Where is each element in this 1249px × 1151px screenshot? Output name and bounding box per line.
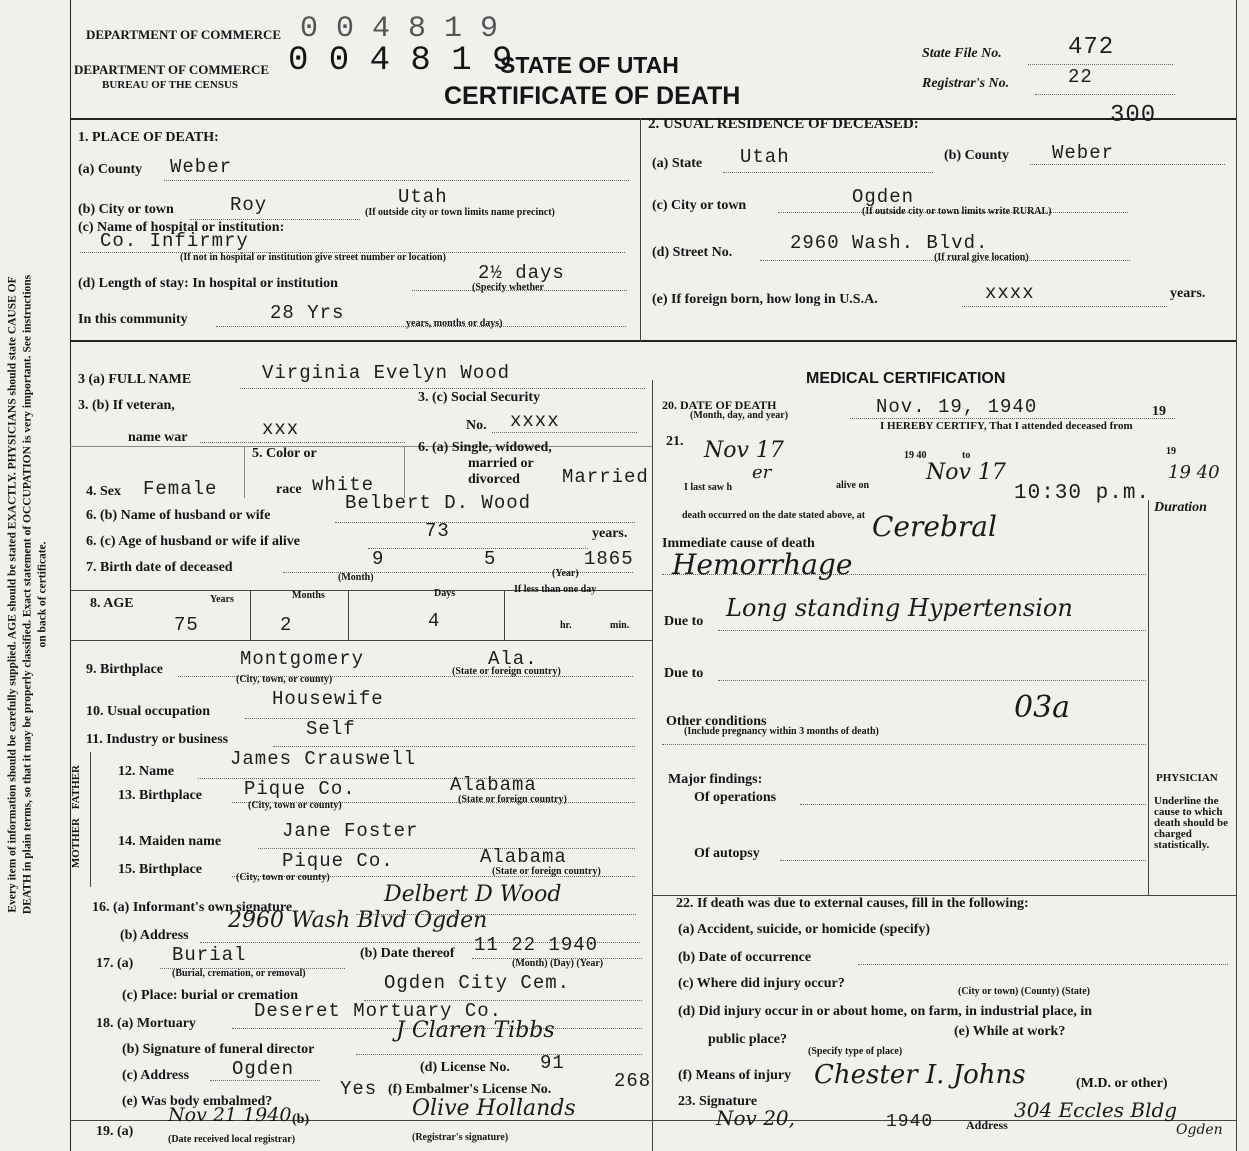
burial-place-label: (c) Place: burial or cremation [122,988,298,1003]
pod-stay-value: 2½ days [478,262,565,284]
father-name-value: James Crauswell [230,748,417,770]
due-to-line-2 [718,680,1146,681]
sex-label: 4. Sex [86,484,121,499]
death-date-label: 20. DATE OF DEATH [662,398,777,412]
cause-code: 03a [1014,690,1071,725]
age-months: 2 [280,614,293,636]
director-line [356,1054,642,1055]
birthplace-state: Ala. [488,648,538,670]
dept-top: DEPARTMENT OF COMMERCE [86,27,282,42]
top-right-number: 300 [1110,102,1157,129]
immediate-cause-value-2: Hemorrhage [672,548,853,581]
death-occurred-label: death occurred on the date stated above, at [682,510,866,521]
res-state-value: Utah [740,146,790,168]
underline-note: Underline the cause to which death should be charged statistically. [1154,795,1228,851]
ssn-value: xxxx [510,410,560,432]
informant-address-label: (b) Address [120,928,189,943]
certify-text: I HEREBY CERTIFY, That I attended deceased from [880,420,1133,432]
signature-label: 23. Signature [678,1094,758,1109]
res-county-line [1030,164,1225,165]
embalmer-label: (f) Embalmer's License No. [388,1082,552,1097]
years-label: Years [210,594,234,605]
alive-year: 19 40 [1168,462,1220,483]
mother-state-note: (State or foreign country) [492,866,601,877]
pod-county-value: Weber [170,156,233,178]
mortuary-label: 18. (a) Mortuary [96,1016,196,1031]
burial-date-label: (b) Date thereof [360,946,455,961]
major-findings-label: Major findings: [668,772,763,787]
mortuary-value: Deseret Mortuary Co. [254,1000,503,1022]
occupation-label: 10. Usual occupation [86,704,211,719]
industry-value: Self [306,718,356,740]
operations-label: Of operations [694,790,777,805]
registrar-label-19: 19. (a) [96,1124,134,1139]
res-foreign-value: xxxx [985,282,1035,304]
left-border [70,0,71,1151]
pod-community-value: 28 Yrs [270,302,345,324]
mortuary-address-value: Ogden [232,1058,295,1080]
res-state-label: (a) State [652,156,703,171]
last-saw-label: I last saw h [684,482,733,493]
mother-side-label: MOTHER [70,818,82,869]
father-birthplace-city: Pique Co. [244,778,356,800]
home-label: (d) Did injury occur in or about home, on farm, in industrial place, in [678,1004,1093,1019]
age-col-3 [504,590,505,640]
pod-hospital-note: (If not in hospital or institution give street number or location) [180,252,446,263]
director-label: (b) Signature of funeral director [122,1042,315,1057]
res-city-label: (c) City or town [652,198,747,213]
public-place-note: (Specify type of place) [808,1046,903,1057]
license-value: 91 [540,1052,565,1074]
signature-date: Nov 20, [716,1106,796,1130]
registrar-date-value: Nov 21 1940 [168,1104,292,1126]
registrar-b-label: (b) [292,1112,310,1127]
industry-line [273,746,635,747]
spouse-age-line [368,548,588,549]
informant-signature-label: 16. (a) Informant's own signature [92,900,293,915]
spouse-age-value: 73 [425,520,450,542]
pod-stay-note: (Specify whether [472,282,544,293]
where-label: (c) Where did injury occur? [678,976,845,991]
birth-date-label: 7. Birth date of deceased [86,560,233,575]
duration-divider [1148,500,1149,895]
spouse-age-label: 6. (c) Age of husband or wife if alive [86,534,301,549]
pod-city-label: (b) City or town [78,202,174,217]
due-to-label-1: Due to [664,614,704,629]
race-value: white [312,474,375,496]
age-days: 4 [428,610,441,632]
residence-title: 2. USUAL RESIDENCE OF DECEASED: [648,116,919,132]
burial-date-note: (Month) (Day) (Year) [512,958,604,969]
birthplace-city-note: (City, town, or county) [236,674,333,685]
registrar-label: Registrar's No. [922,76,1010,91]
means-label: (f) Means of injury [678,1068,792,1083]
registrar-date-note: (Date received local registrar) [168,1134,296,1145]
other-conditions-note: (Include pregnancy within 3 months of death) [684,726,879,737]
registrar-signature-note: (Registrar's signature) [412,1132,509,1143]
days-label: Days [434,588,456,599]
signature-city: Ogden [1176,1122,1223,1138]
pod-community-label: In this community [78,312,188,327]
mortuary-address-label: (c) Address [122,1068,190,1083]
mother-name-line [258,848,635,849]
spouse-line [335,522,635,523]
mother-birthplace-state: Alabama [480,846,567,868]
duration-label: Duration [1154,500,1207,515]
bureau-label: BUREAU OF THE CENSUS [102,79,239,91]
color-label: 5. Color or [252,446,317,461]
sex-value: Female [143,478,218,500]
state-title: STATE OF UTAH [500,52,679,78]
marital-label-1: 6. (a) Single, widowed, [418,440,552,455]
side-instructions-line-1: Every item of information should be carefully supplied. AGE should be stated EXACTLY. PHYSICIANS should state CAUSE OF [6,276,19,913]
embalmed-value: Yes [340,1078,378,1100]
mother-birthplace-label: 15. Birthplace [118,862,202,877]
marital-value: Married [562,466,649,488]
pod-stay-label: (d) Length of stay: In hospital or institution [78,276,338,291]
father-birthplace-state: Alabama [450,774,537,796]
res-street-value: 2960 Wash. Blvd. [790,232,989,254]
death-date-value: Nov. 19, 1940 [876,396,1038,418]
burial-label: 17. (a) [96,956,134,971]
father-state-note: (State or foreign country) [458,794,567,805]
occurrence-date-label: (b) Date of occurrence [678,950,812,965]
divider-top [640,118,641,342]
race-divider [404,446,405,498]
other-conditions-line [662,744,1146,745]
autopsy-label: Of autopsy [694,846,760,861]
registrar-signature-value: Olive Hollands [412,1096,576,1121]
full-name-line [240,388,645,389]
certify-num: 21. [666,434,684,449]
signature-value: Chester I. Johns [814,1060,1026,1090]
death-date-line [850,418,1175,419]
dept-label: DEPARTMENT OF COMMERCE [74,62,270,77]
min-label: min. [610,620,630,631]
res-county-label: (b) County [944,148,1009,163]
side-instructions-line-3: on back of certificate. [36,541,49,648]
due-to-label-2: Due to [664,666,704,681]
signature-address-value: 304 Eccles Bldg [1014,1098,1178,1122]
res-county-value: Weber [1052,142,1115,164]
cert-title: CERTIFICATE OF DEATH [444,82,741,110]
sex-divider [244,446,245,498]
other-conditions-label: Other conditions [666,714,767,729]
accident-label: (a) Accident, suicide, or homicide (specify) [678,922,931,937]
birthplace-label: 9. Birthplace [86,662,163,677]
birth-month: 9 [372,548,385,570]
embalmed-label: (e) Was body embalmed? [122,1094,273,1109]
race-label: race [276,482,302,497]
side-instructions-line-2: DEATH in plain terms, so that it may be properly classified. Exact statement of OCCUPATION is very important. See instructions [21,274,34,915]
war-value: xxx [262,418,300,440]
pod-hospital-value: Co. Infirmry [100,230,249,252]
age-col-1 [250,590,251,640]
cert-number: 0 0 4 8 1 9 [288,42,513,80]
father-city-note: (City, town or county) [248,800,342,811]
res-street-note: (If rural give location) [934,252,1029,263]
where-note: (City or town) (County) (State) [958,986,1091,997]
father-birthplace-label: 13. Birthplace [118,788,202,803]
divider-main [652,380,653,1151]
pod-hospital-label: (c) Name of hospital or institution: [78,220,285,235]
res-state-line [723,172,933,173]
place-of-death-title: 1. PLACE OF DEATH: [78,130,219,145]
immediate-cause-value-1: Cerebral [872,510,997,543]
father-name-label: 12. Name [118,764,174,779]
cert-number-top: 0 0 4 8 1 9 [300,12,499,46]
ssn-line [492,432,637,433]
age-label: 8. AGE [90,596,134,611]
registrar-value: 22 [1068,66,1093,88]
spouse-label: 6. (b) Name of husband or wife [86,508,271,523]
mother-name-label: 14. Maiden name [118,834,222,849]
birth-month-note: (Month) [338,572,374,583]
signature-address-label: Address [966,1118,1008,1132]
alive-label: alive on [836,480,870,491]
pod-city-value: Roy [230,194,268,216]
pod-city-note: (If outside city or town limits name precinct) [365,207,555,218]
md-label: (M.D. or other) [1076,1076,1168,1091]
state-file-line [1028,64,1173,65]
burial-date-value: 11 22 1940 [474,934,599,956]
burial-place-value: Ogden City Cem. [384,972,571,994]
mortuary-address-line [210,1080,320,1081]
director-value: J Claren Tibbs [396,1018,555,1043]
birthplace-city: Montgomery [240,648,365,670]
license-label: (d) License No. [420,1060,510,1075]
medical-title: MEDICAL CERTIFICATION [806,370,1006,387]
occurrence-date-line [858,964,1228,965]
rule-age-bottom [70,640,652,641]
less-than-day-label: If less than one day [514,584,597,595]
due-to-line-1 [718,630,1146,631]
parents-bracket [90,752,91,887]
birth-day: 5 [484,548,497,570]
ssn-label: 3. (c) Social Security [418,390,541,405]
last-saw-value: er [752,462,772,483]
rule-sex-top [70,446,652,447]
marital-label-3: divorced [468,472,520,487]
res-foreign-unit: years. [1170,286,1206,301]
mother-city-note: (City, town or county) [236,872,330,883]
section-rule-1 [70,340,1236,342]
res-street-label: (d) Street No. [652,245,733,260]
physician-label: PHYSICIAN [1156,772,1218,784]
mother-birthplace-city: Pique Co. [282,850,394,872]
signature-year: 1940 [886,1112,934,1132]
pod-community-note: years, months or days) [406,318,503,329]
hr-label: hr. [560,620,572,631]
external-title: 22. If death was due to external causes, fill in the following: [676,896,1029,911]
age-col-2 [348,590,349,640]
mother-name-value: Jane Foster [282,820,419,842]
burial-value: Burial [172,944,247,966]
death-date-note: (Month, day, and year) [690,410,789,421]
autopsy-line [780,860,1146,861]
war-line [200,442,405,443]
operations-line [800,804,1146,805]
death-date-suffix: 19 [1152,404,1166,419]
informant-address-value: 2960 Wash Blvd Ogden [228,908,488,933]
res-city-note: (If outside city or town limits write RURAL) [862,206,1052,217]
birthplace-state-note: (State or foreign country) [452,666,561,677]
father-side-label: FATHER [70,765,82,810]
alive-value: Nov 17 [926,460,1006,485]
side-instructions [6,95,51,1095]
death-time: 10:30 p.m. [1014,482,1151,505]
embalmer-value: 268 [614,1070,652,1092]
birth-year: 1865 [584,548,634,570]
marital-label-2: married or [468,456,534,471]
informant-signature-value: Delbert D Wood [384,882,562,907]
months-label: Months [292,590,325,601]
spouse-value: Belbert D. Wood [345,492,532,514]
occupation-value: Housewife [272,688,384,710]
occupation-line [245,718,635,719]
age-years: 75 [174,614,199,636]
attended-to-label: to [962,450,971,461]
birth-year-note: (Year) [552,568,579,579]
at-work-label: (e) While at work? [954,1024,1066,1039]
veteran-label: 3. (b) If veteran, [78,398,175,413]
due-to-value-1: Long standing Hypertension [726,594,1073,622]
spouse-age-unit: years. [592,526,628,541]
birth-date-line [283,572,633,573]
full-name-value: Virginia Evelyn Wood [262,362,511,384]
public-place-label: public place? [708,1032,787,1047]
res-city-value: Ogden [852,186,915,208]
registrar-line [1035,94,1175,95]
res-foreign-line [962,306,1167,307]
pod-county-label: (a) County [78,162,143,177]
immediate-cause-label: Immediate cause of death [662,536,815,551]
state-file-label: State File No. [922,46,1002,61]
attended-from: Nov 17 [704,438,784,463]
attended-year: 19 40 [904,450,927,461]
res-foreign-label: (e) If foreign born, how long in U.S.A. [652,292,878,307]
burial-note: (Burial, cremation, or removal) [172,968,306,979]
industry-label: 11. Industry or business [86,732,229,747]
state-file-value: 472 [1068,34,1115,61]
right-border [1236,0,1237,1151]
ssn-no-label: No. [466,418,487,433]
attended-to-suffix: 19 [1166,446,1176,457]
full-name-label: 3 (a) FULL NAME [78,372,192,387]
war-label: name war [128,430,188,445]
pod-county-line [164,180,629,181]
pod-city-state: Utah [398,186,448,208]
